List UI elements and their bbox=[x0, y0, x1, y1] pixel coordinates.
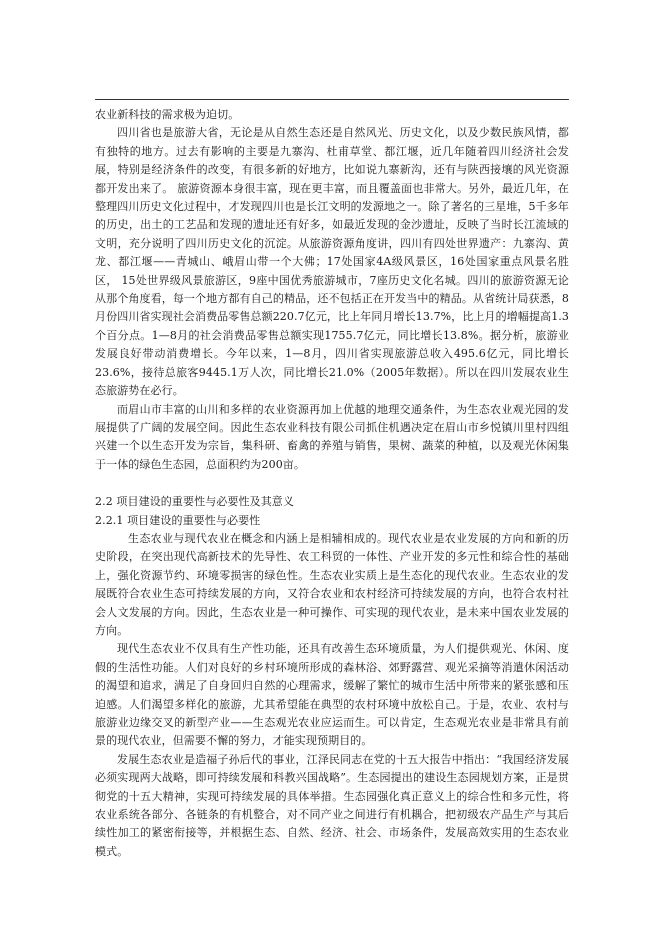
section-heading: 2.2 项目建设的重要性与必要性及其意义 bbox=[95, 495, 294, 509]
document-body bbox=[95, 106, 569, 861]
paragraph-sichuan-tourism: 四川省也是旅游大省，无论是从自然生态还是自然风光、历史文化，以及少数民族风情，都有独特的地方。过去有影响的主要是九寨沟、杜甫草堂、都江堰，近几年随着四川经济社会发展，特别是经济条件的改变，有很多新的好地方，比如说九寨新沟，还有与陕西接壤的风光资源都开发出来了。 旅游资源本身很丰富，现在更丰富，而且覆盖面也非常大。另外，最近几年，在整理四川历史文化过程中，才发现四川也是长江文明的发源地之一。除了著名的三星堆，5千多年的历史，出土的工艺品和发现的遗址还有好多，如最近发现的金沙遗址，反映了当时长江流域的文明，充分说明了四川历史文化的沉淀。从旅游资源角度讲，四川有四处世界遗产：九寨沟、黄龙、都江堰——青城山、峨眉山带一个大佛；17处国家4A级风景区，16处国家重点风景名胜区， 15处世界级风景旅游区，9座中国优秀旅游城市，7座历史文化名城。四川的旅游资源无论从那个角度看，每一个地方都有自己的精品，还不包括正在开发当中的精品。从省统计局获悉，8月份四川省实现社会消费品零售总额220.7亿元，比上年同月增长13.7%，比上月的增幅提高1.3个百分点。1—8月的社会消费品零售总额实现1755.7亿元，同比增长13.8%。据分析，旅游业发展良好带动消费增长。今年以来，1—8月，四川省实现旅游总收入495.6亿元，同比增长23.6%，接待总旅客9445.1万人次，同比增长21.0%（2005年数据）。所以在四川发展农业生态旅游势在必行。 bbox=[95, 126, 569, 398]
subsection-heading: 2.2.1 项目建设的重要性与必要性 bbox=[95, 513, 261, 527]
paragraph-continuation: 农业新科技的需求极为迫切。 bbox=[95, 108, 240, 121]
paragraph-eco-agriculture: 生态农业与现代农业在概念和内涵上是相辅相成的。现代农业是农业发展的方向和新的历史阶段，在突出现代高新技术的先导性、农工科贸的一体性、产业开发的多元性和综合性的基础上，强化资源节约、环境零损害的绿色性。生态农业实质上是生态化的现代农业。生态农业的发展既符合农业生态可持续发展的方向，又符合农业和农村经济可持续发展的方向，也符合农村社会人文发展的方向。因此，生态农业是一种可操作、可实现的现代农业，是未来中国农业发展的方向。 bbox=[95, 531, 569, 637]
paragraph-sustainable-development: 发展生态农业是造福子孙后代的事业，江泽民同志在党的十五大报告中指出：“我国经济发展必须实现两大战略，即可持续发展和科教兴国战略”。生态园提出的建设生态园规划方案，正是贯彻党的十五大精神，实现可持续发展的具体举措。生态园强化真正意义上的综合性和多元性，将农业系统各部分、各链条的有机整合，对不同产业之间进行有机耦合，把初级农产品生产与其后续性加工的紧密衔接等，并根据生态、自然、经济、社会、市场条件，发展高效实用的生态农业模式。 bbox=[95, 752, 569, 858]
header-rule bbox=[95, 99, 569, 100]
paragraph-meishan-park: 而眉山市丰富的山川和多样的农业资源再加上优越的地理交通条件，为生态农业观光园的发展提供了广阔的发展空间。因此生态农业科技有限公司抓住机遇决定在眉山市乡悦镇川里村四组兴建一个以生态开发为宗旨，集科研、畜禽的养殖与销售，果树、蔬菜的种植，以及观光休闲集于一体的绿色生态园，总面积约为200亩。 bbox=[95, 402, 569, 471]
paragraph-eco-tourism: 现代生态农业不仅具有生产性功能，还具有改善生态环境质量，为人们提供观光、休闲、度假的生活性功能。人们对良好的乡村环境所形成的森林浴、郊野露营、观光采摘等消遣休闲活动的渴望和追求，满足了自身回归自然的心理需求，缓解了繁忙的城市生活中所带来的紧张感和压迫感。人们渴望多样化的旅游，尤其希望能在典型的农村环境中放松自己。于是，农业、农村与旅游业边缘交叉的新型产业——生态观光农业应运而生。可以肯定，生态观光农业是非常具有前景的现代农业，但需要不懈的努力，才能实现预期目的。 bbox=[95, 642, 569, 748]
section-gap bbox=[95, 474, 569, 493]
